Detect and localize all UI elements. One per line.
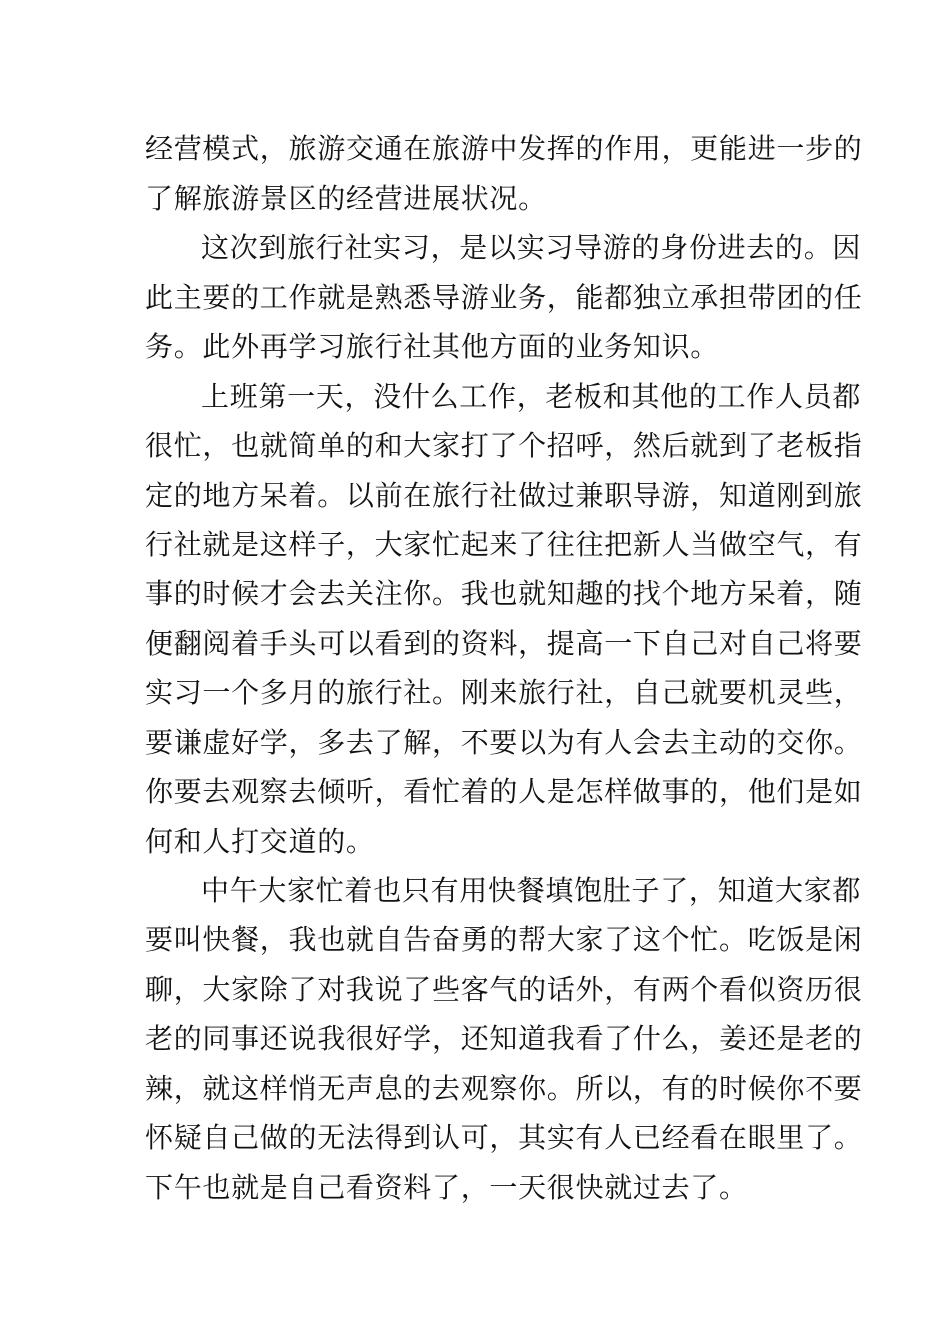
text-line: 何和人打交道的。 bbox=[145, 825, 375, 858]
paragraph-first-line: 中午大家忙着也只有用快餐填饱肚子了，知道大家都 bbox=[201, 874, 862, 907]
text-line: 实习一个多月的旅行社。刚来旅行社，自己就要机灵些， bbox=[145, 676, 863, 709]
text-line: 聊，大家除了对我说了些客气的话外，有两个看似资历很 bbox=[145, 973, 863, 1006]
text-line: 务。此外再学习旅行社其他方面的业务知识。 bbox=[145, 330, 720, 363]
text-line: 此主要的工作就是熟悉导游业务，能都独立承担带团的任 bbox=[145, 281, 863, 314]
text-line: 行社就是这样子，大家忙起来了往往把新人当做空气，有 bbox=[145, 528, 863, 561]
text-line: 便翻阅着手头可以看到的资料，提高一下自己对自己将要 bbox=[145, 627, 863, 660]
text-line: 怀疑自己做的无法得到认可，其实有人已经看在眼里了。 bbox=[145, 1121, 863, 1154]
text-line: 你要去观察去倾听，看忙着的人是怎样做事的，他们是如 bbox=[145, 775, 863, 808]
text-line: 经营模式，旅游交通在旅游中发挥的作用，更能进一步的 bbox=[145, 132, 863, 165]
paragraph-first-line: 这次到旅行社实习，是以实习导游的身份进去的。因 bbox=[201, 231, 862, 264]
text-line: 要谦虚好学，多去了解，不要以为有人会去主动的交你。 bbox=[145, 726, 863, 759]
text-line: 了解旅游景区的经营进展状况。 bbox=[145, 182, 547, 215]
text-line: 很忙，也就简单的和大家打了个招呼，然后就到了老板指 bbox=[145, 429, 863, 462]
text-line: 老的同事还说我很好学，还知道我看了什么，姜还是老的 bbox=[145, 1022, 863, 1055]
text-line: 下午也就是自己看资料了，一天很快就过去了。 bbox=[145, 1171, 748, 1204]
paragraph-first-line: 上班第一天，没什么工作，老板和其他的工作人员都 bbox=[201, 380, 862, 413]
text-line: 辣，就这样悄无声息的去观察你。所以，有的时候你不要 bbox=[145, 1072, 863, 1105]
text-line: 要叫快餐，我也就自告奋勇的帮大家了这个忙。吃饭是闲 bbox=[145, 923, 863, 956]
text-line: 事的时候才会去关注你。我也就知趣的找个地方呆着，随 bbox=[145, 577, 863, 610]
text-line: 定的地方呆着。以前在旅行社做过兼职导游，知道刚到旅 bbox=[145, 479, 863, 512]
